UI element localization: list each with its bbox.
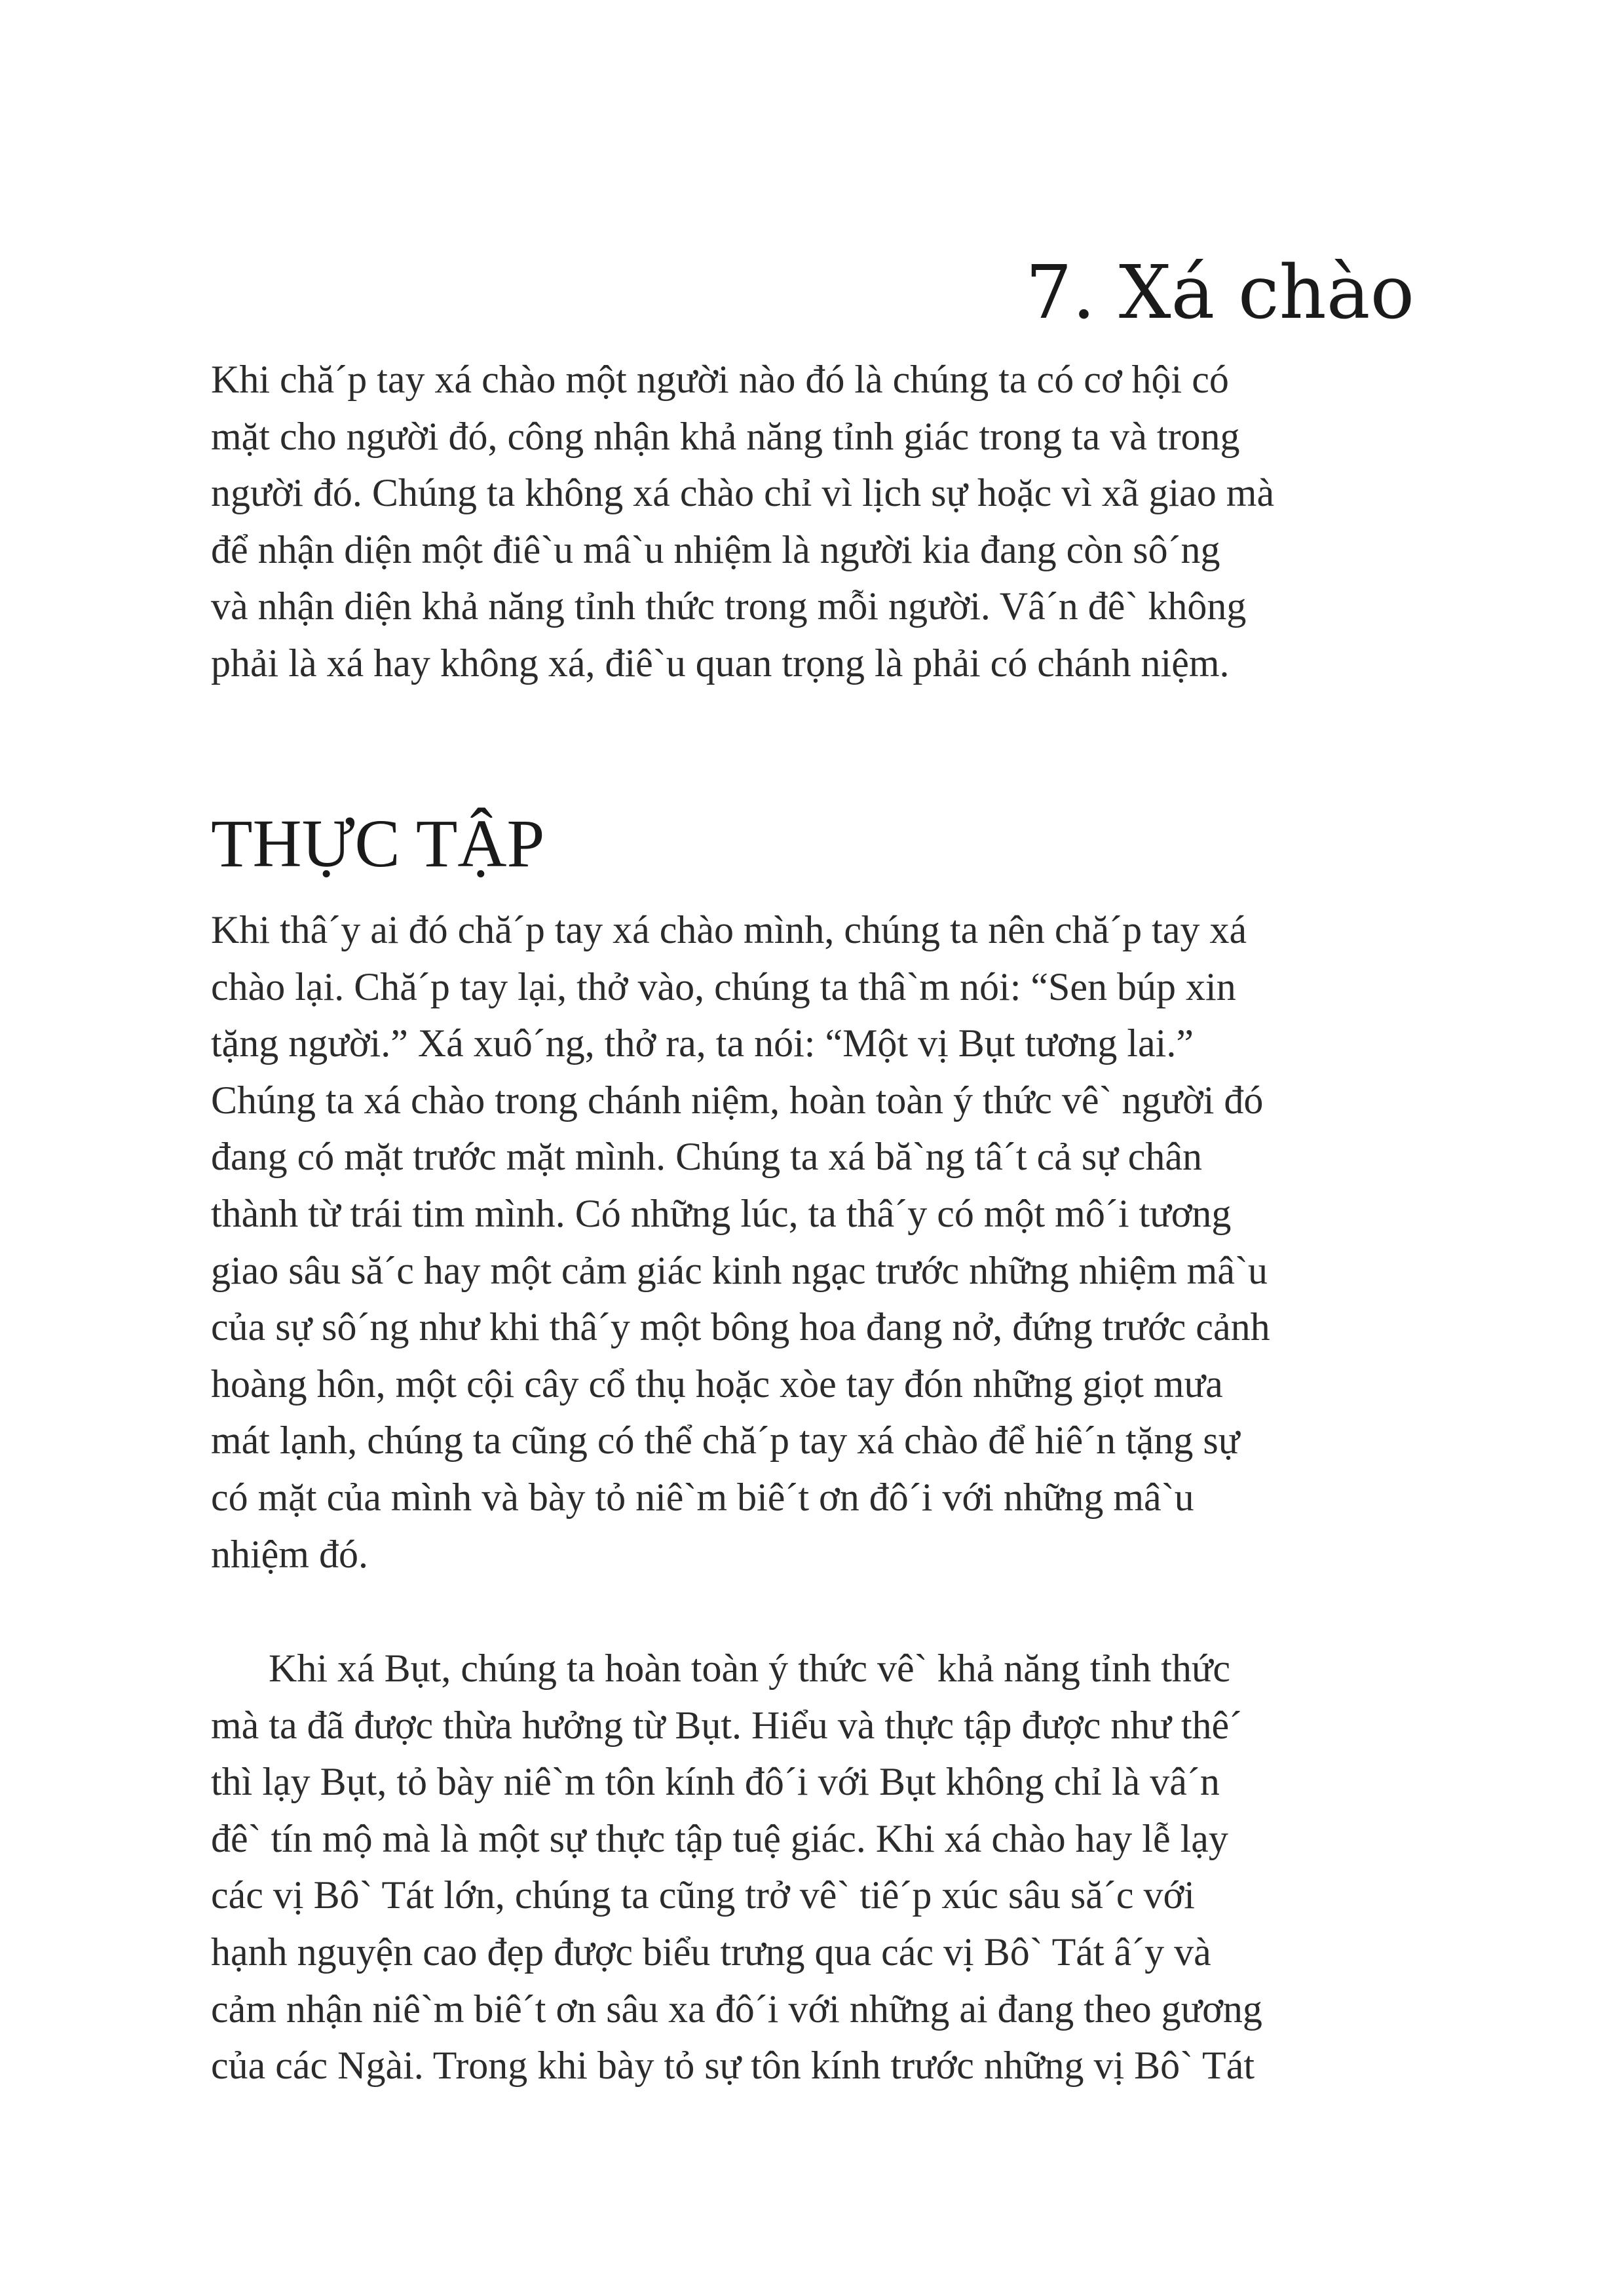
text-line: Khi xá Bụt, chúng ta hoàn toàn ý thức vê` khả năng tỉnh thức <box>269 1647 1231 1690</box>
section-heading: THỰC TẬP <box>211 806 545 881</box>
text-line: thì lạy Bụt, tỏ bày niê`m tôn kính đô´i với Bụt không chỉ là vâ´n <box>211 1760 1220 1804</box>
text-line: mà ta đã được thừa hưởng từ Bụt. Hiểu và thực tập được như thê´ <box>211 1703 1243 1747</box>
text-line: các vị Bô` Tát lớn, chúng ta cũng trở vê` tiê´p xúc sâu să´c với <box>211 1873 1195 1917</box>
chapter-title: 7. Xá chào <box>1025 250 1414 335</box>
text-line: phải là xá hay không xá, điê`u quan trọng là phải có chánh niệm. <box>211 641 1230 685</box>
text-line: để nhận diện một điê`u mâ`u nhiệm là người kia đang còn sô´ng <box>211 527 1220 571</box>
text-line: có mặt của mình và bày tỏ niê`m biê´t ơn đô´i với những mâ`u <box>211 1475 1194 1519</box>
text-line: mát lạnh, chúng ta cũng có thể chă´p tay xá chào để hiê´n tặng sự <box>211 1419 1240 1463</box>
text-line: và nhận diện khả năng tỉnh thức trong mỗi người. Vâ´n đê` không <box>211 584 1247 628</box>
text-line: thành từ trái tim mình. Có những lúc, ta thâ´y có một mô´i tương <box>211 1191 1232 1235</box>
practice-paragraph-1 <box>211 902 1415 1582</box>
text-line: Chúng ta xá chào trong chánh niệm, hoàn toàn ý thức vê` người đó <box>211 1078 1264 1122</box>
text-line: cảm nhận niê`m biê´t ơn sâu xa đô´i với những ai đang theo gương <box>211 1987 1262 2031</box>
text-line: đang có mặt trước mặt mình. Chúng ta xá bă`ng tâ´t cả sự chân <box>211 1135 1202 1179</box>
practice-paragraph-2 <box>211 1640 1415 2094</box>
intro-paragraph <box>211 351 1415 692</box>
text-line: hạnh nguyện cao đẹp được biểu trưng qua các vị Bô` Tát â´y và <box>211 1930 1211 1974</box>
text-line: của các Ngài. Trong khi bày tỏ sự tôn kính trước những vị Bô` Tát <box>211 2044 1255 2088</box>
text-line: Khi thâ´y ai đó chă´p tay xá chào mình, chúng ta nên chă´p tay xá <box>211 908 1247 951</box>
text-line: của sự sô´ng như khi thâ´y một bông hoa đang nở, đứng trước cảnh <box>211 1305 1270 1349</box>
text-line: Khi chă´p tay xá chào một người nào đó là chúng ta có cơ hội có <box>211 358 1229 401</box>
text-line: người đó. Chúng ta không xá chào chỉ vì lịch sự hoặc vì xã giao mà <box>211 471 1275 515</box>
text-line: hoàng hôn, một cội cây cổ thụ hoặc xòe tay đón những giọt mưa <box>211 1362 1223 1406</box>
text-line: giao sâu să´c hay một cảm giác kinh ngạc trước những nhiệm mâ`u <box>211 1248 1268 1292</box>
text-line: mặt cho người đó, công nhận khả năng tỉnh giác trong ta và trong <box>211 414 1240 458</box>
text-line: tặng người.” Xá xuô´ng, thở ra, ta nói: “Một vị Bụt tương lai.” <box>211 1022 1194 1065</box>
text-line: chào lại. Chă´p tay lại, thở vào, chúng ta thâ`m nói: “Sen búp xin <box>211 965 1236 1008</box>
text-line: đê` tín mộ mà là một sự thực tập tuệ giác. Khi xá chào hay lễ lạy <box>211 1816 1228 1860</box>
text-line: nhiệm đó. <box>211 1532 368 1576</box>
